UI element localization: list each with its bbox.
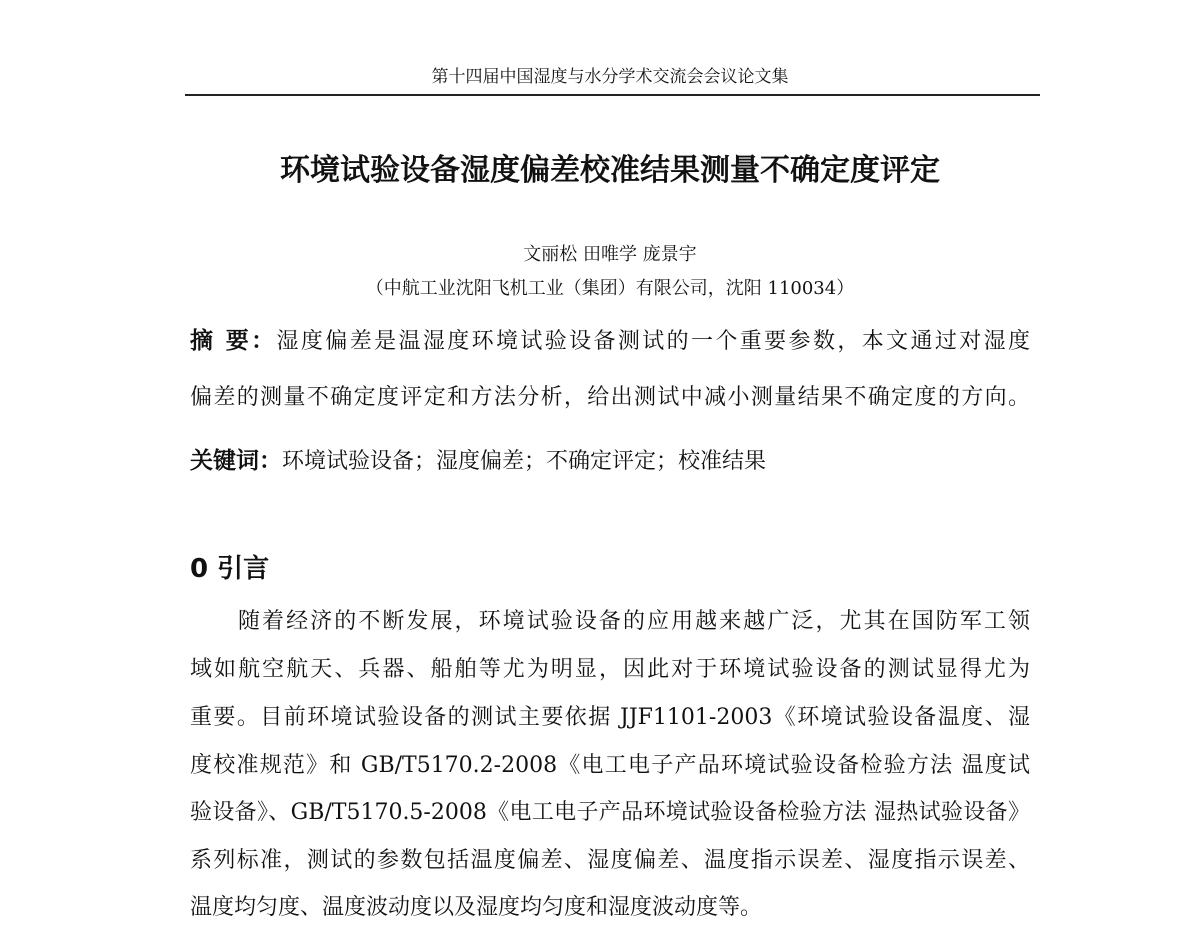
affiliation: （中航工业沈阳飞机工业（集团）有限公司，沈阳 110034）	[365, 278, 855, 299]
paragraph-line: 系列标准，测试的参数包括温度偏差、湿度偏差、温度指示误差、湿度指示误差、	[190, 848, 1030, 873]
abstract-line	[190, 326, 1030, 357]
keywords-line	[190, 446, 1030, 477]
paragraph-line: 度校准规范》和 GB/T5170.2-2008《电工电子产品环境试验设备检验方法 温度试	[190, 753, 1030, 778]
paragraph-line: 验设备》、GB/T5170.5-2008《电工电子产品环境试验设备检验方法 湿热试验设备》	[190, 800, 1030, 825]
paragraph-line: 随着经济的不断发展，环境试验设备的应用越来越广泛，尤其在国防军工领	[238, 609, 1030, 634]
paragraph-line: 温度均匀度、温度波动度以及湿度均匀度和湿度波动度等。	[190, 895, 763, 920]
keywords-text: 环境试验设备；湿度偏差；不确定评定；校准结果	[282, 449, 767, 474]
running-header: 第十四届中国湿度与水分学术交流会会议论文集	[431, 67, 789, 87]
abstract-label: 摘 要：	[190, 328, 277, 354]
paper-title: 环境试验设备湿度偏差校准结果测量不确定度评定	[280, 153, 940, 188]
keywords-label: 关键词：	[190, 448, 282, 474]
header-rule	[185, 94, 1040, 96]
paragraph-line: 重要。目前环境试验设备的测试主要依据 JJF1101-2003《环境试验设备温度、湿	[190, 705, 1030, 730]
abstract-text: 湿度偏差是温湿度环境试验设备测试的一个重要参数，本文通过对湿度	[276, 329, 1030, 354]
paragraph-line: 域如航空航天、兵器、船舶等尤为明显，因此对于环境试验设备的测试显得尤为	[190, 657, 1030, 682]
abstract-line: 偏差的测量不确定度评定和方法分析，给出测试中减小测量结果不确定度的方向。	[190, 385, 1030, 410]
section-heading: 0 引言	[190, 554, 270, 584]
authors: 文丽松 田唯学 庞景宇	[523, 244, 697, 265]
